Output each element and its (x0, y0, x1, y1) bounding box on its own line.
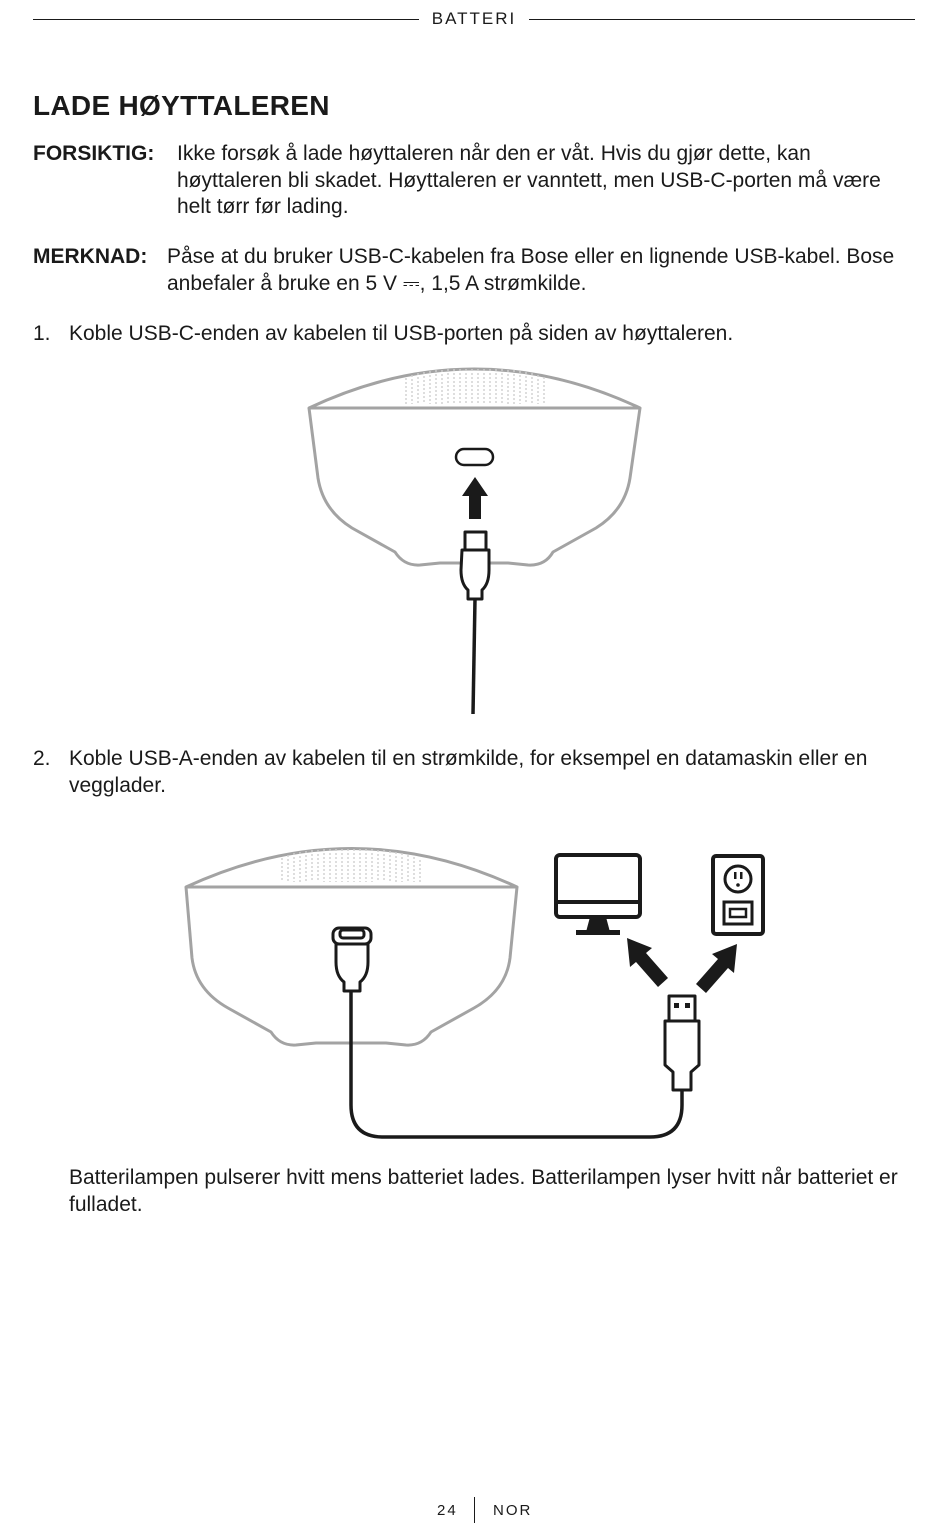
caution-text: Ikke forsøk å lade høyttaleren når den er våt. Hvis du gjør dette, kan høyttaleren bli skadet. Høyttaleren er vanntett, men USB-C-porten må være helt tørr før lading. (177, 142, 881, 218)
diagonal-arrow-icon (627, 938, 668, 987)
diagonal-arrow-icon (696, 944, 737, 993)
note-text-after: , 1,5 A strømkilde. (419, 271, 587, 295)
footer-divider (474, 1497, 475, 1523)
usb-a-plug-icon (665, 996, 699, 1090)
step-text: Koble USB-A-enden av kabelen til en strømkilde, for eksempel en datamaskin eller en vegglader. (69, 747, 868, 797)
step-number: 1. (33, 322, 51, 345)
wall-outlet-icon (713, 856, 763, 934)
dc-symbol-icon: ⎓ (402, 271, 420, 295)
note-text-before: Påse at du bruker USB-C-kabelen fra Bose eller en lignende USB-kabel. Bose anbefaler å bruke en 5 V (167, 245, 895, 295)
step-number: 2. (33, 747, 51, 770)
section-label: BATTERI (431, 9, 517, 28)
caution-label: FORSIKTIG: (33, 142, 155, 165)
language-code: NOR (493, 1502, 533, 1519)
usb-c-plug-icon (333, 928, 371, 991)
page-title: LADE HØYTTALEREN (33, 90, 330, 121)
page-number: 24 (437, 1502, 458, 1519)
step-text: Koble USB-C-enden av kabelen til USB-porten på siden av høyttaleren. (69, 322, 734, 345)
result-text: Batterilampen pulserer hvitt mens batteriet lades. Batterilampen lyser hvitt når batteriet er fulladet. (69, 1166, 898, 1216)
note-label: MERKNAD: (33, 245, 148, 268)
usb-cable (351, 991, 682, 1137)
computer-monitor-icon (556, 855, 640, 935)
